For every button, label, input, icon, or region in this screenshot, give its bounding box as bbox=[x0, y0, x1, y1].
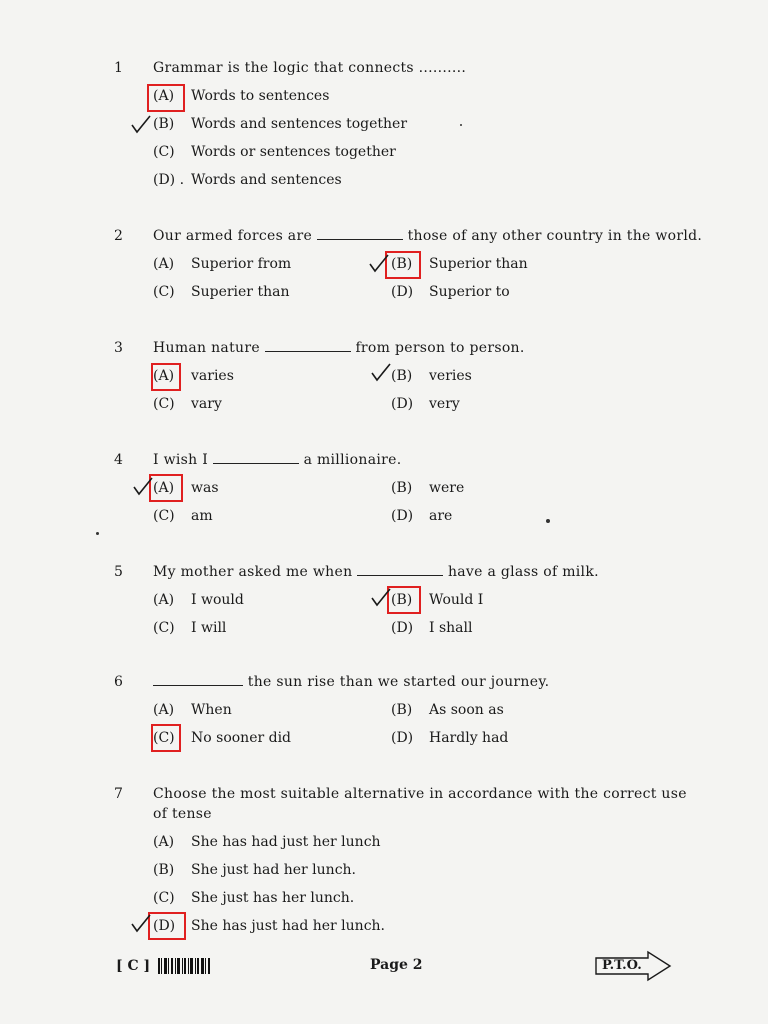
red-answer-box bbox=[385, 251, 421, 279]
checkmark-icon bbox=[130, 913, 152, 935]
option-d: (D) I shall bbox=[391, 620, 473, 636]
question-stem: the sun rise than we started our journey. bbox=[153, 674, 549, 690]
option-d: (D) are bbox=[391, 508, 453, 524]
option-c: (C) No sooner did bbox=[153, 730, 292, 746]
question-number: 3 bbox=[114, 340, 123, 356]
question-stem-line-1: Choose the most suitable alternative in accordance with the correct use bbox=[153, 786, 687, 802]
option-b: (B) Words and sentences together bbox=[153, 116, 408, 132]
option-b: (B) As soon as bbox=[391, 702, 504, 718]
red-answer-box bbox=[147, 84, 185, 112]
red-answer-box bbox=[151, 363, 181, 391]
option-a: (A) When bbox=[153, 702, 232, 718]
option-d: (D) . Words and sentences bbox=[153, 172, 342, 188]
option-d: (D) Superior to bbox=[391, 284, 510, 300]
question-number: 1 bbox=[114, 60, 123, 76]
option-c: (C) Superier than bbox=[153, 284, 290, 300]
checkmark-icon bbox=[368, 253, 390, 275]
question-stem-line-2: of tense bbox=[153, 806, 212, 822]
option-b: (B) Superior than bbox=[391, 256, 528, 272]
red-answer-box bbox=[151, 724, 181, 752]
checkmark-icon bbox=[132, 476, 154, 498]
option-c: (C) Words or sentences together bbox=[153, 144, 396, 160]
question-number: 2 bbox=[114, 228, 123, 244]
checkmark-icon bbox=[370, 587, 392, 609]
page-number: Page 2 bbox=[370, 957, 423, 973]
question-number: 4 bbox=[114, 452, 123, 468]
question-number: 5 bbox=[114, 564, 123, 580]
option-d: (D) Hardly had bbox=[391, 730, 509, 746]
option-c: (C) am bbox=[153, 508, 213, 524]
option-a: (A) was bbox=[153, 480, 219, 496]
option-a: (A) Superior from bbox=[153, 256, 292, 272]
option-b: (B) She just had her lunch. bbox=[153, 862, 356, 878]
pto-arrow bbox=[594, 950, 672, 982]
red-answer-box bbox=[387, 586, 421, 614]
red-answer-box bbox=[148, 912, 186, 940]
question-stem: Human nature from person to person. bbox=[153, 340, 525, 356]
question-stem: I wish I a millionaire. bbox=[153, 452, 402, 468]
barcode-icon bbox=[158, 958, 212, 974]
option-d: (D) very bbox=[391, 396, 460, 412]
checkmark-icon bbox=[130, 114, 152, 136]
option-d: (D) She has just had her lunch. bbox=[153, 918, 385, 934]
red-answer-box bbox=[149, 474, 183, 502]
question-number: 7 bbox=[114, 786, 123, 802]
option-b: (B) were bbox=[391, 480, 465, 496]
option-a: (A) varies bbox=[153, 368, 234, 384]
option-c: (C) I will bbox=[153, 620, 227, 636]
option-a: (A) She has had just her lunch bbox=[153, 834, 381, 850]
pto-label: P.T.O. bbox=[602, 958, 642, 973]
option-c: (C) She just has her lunch. bbox=[153, 890, 355, 906]
checkmark-icon bbox=[370, 362, 392, 384]
scan-speck bbox=[460, 124, 462, 126]
option-a: (A) Words to sentences bbox=[153, 88, 330, 104]
option-b: (B) Would I bbox=[391, 592, 484, 608]
question-stem: My mother asked me when have a glass of milk. bbox=[153, 564, 599, 580]
scan-speck bbox=[96, 532, 99, 535]
option-c: (C) vary bbox=[153, 396, 222, 412]
scan-speck bbox=[546, 519, 550, 523]
question-stem: Our armed forces are those of any other country in the world. bbox=[153, 228, 703, 244]
question-stem: Grammar is the logic that connects .......... bbox=[153, 60, 467, 76]
option-b: (B) veries bbox=[391, 368, 472, 384]
option-a: (A) I would bbox=[153, 592, 244, 608]
set-code: [ C ] bbox=[116, 958, 151, 974]
question-number: 6 bbox=[114, 674, 123, 690]
